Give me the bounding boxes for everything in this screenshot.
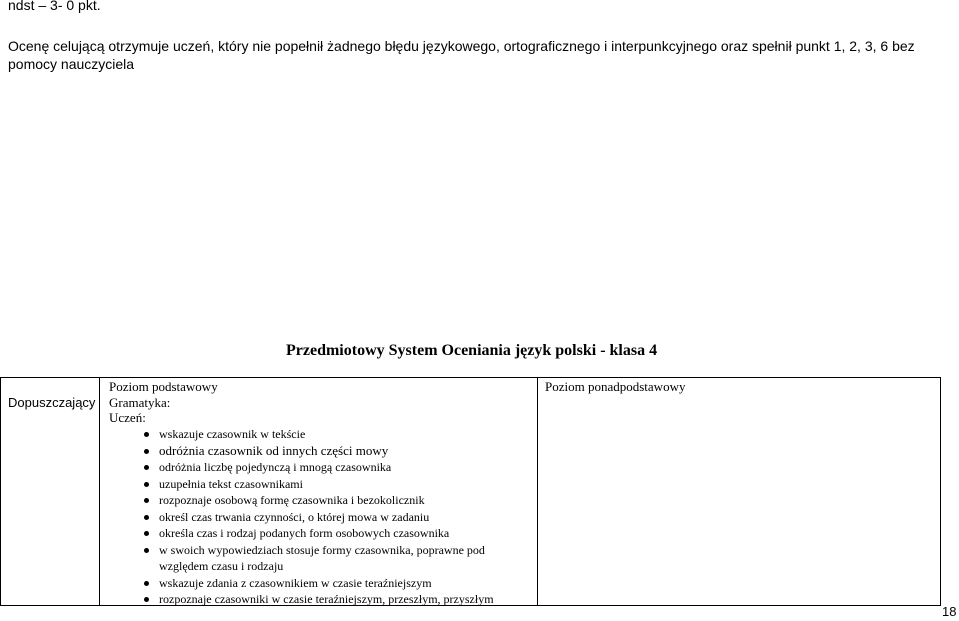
list-item: odróżnia liczbę pojedynczą i mnogą czasownika: [144, 459, 534, 476]
list-item: określ czas trwania czynności, o której mowa w zadaniu: [144, 509, 534, 526]
list-item: rozpoznaje osobową formę czasownika i bezokolicznik: [144, 492, 534, 509]
column-divider-1: [99, 377, 100, 605]
list-item: wskazuje czasownik w tekście: [144, 426, 534, 443]
intro-paragraph: Ocenę celującą otrzymuje uczeń, który nie popełnił żadnego błędu językowego, ortograficznego i interpunkcyjnego oraz spełnił punkt 1, 2, 3, 6 bez pomocy nauczyciela: [8, 38, 915, 72]
list-item: wskazuje zdania z czasownikiem w czasie teraźniejszym: [144, 575, 534, 592]
section-heading-block: [109, 395, 170, 425]
table-left-border: [0, 377, 1, 605]
level-podstawowy-heading: Poziom podstawowy: [109, 379, 218, 394]
document-title: Przedmiotowy System Oceniania język polski - klasa 4: [286, 342, 658, 359]
table-top-border: [0, 377, 940, 378]
level-dopuszczajacy: Dopuszczający: [8, 395, 96, 410]
list-item: rozpoznaje czasowniki w czasie teraźniejszym, przeszłym, przyszłym: [144, 591, 534, 608]
section-heading: Gramatyka:: [109, 395, 171, 410]
list-item: uzupełnia tekst czasownikami: [144, 476, 534, 493]
page-number: 18: [942, 604, 957, 619]
skills-list: [144, 426, 534, 608]
list-item: odróżnia czasownik od innych części mowy: [144, 443, 534, 460]
top-line-text: ndst – 3- 0 pkt.: [8, 0, 101, 13]
column-divider-2: [537, 377, 538, 605]
subject-label: Uczeń:: [109, 410, 146, 425]
list-item: w swoich wypowiedziach stosuje formy czasownika, poprawne pod względem czasu i rodzaju: [144, 542, 534, 575]
list-item: określa czas i rodzaj podanych form osobowych czasownika: [144, 525, 534, 542]
criteria-table: [0, 377, 941, 606]
level-ponadpodstawowy-heading: Poziom ponadpodstawowy: [545, 379, 686, 394]
